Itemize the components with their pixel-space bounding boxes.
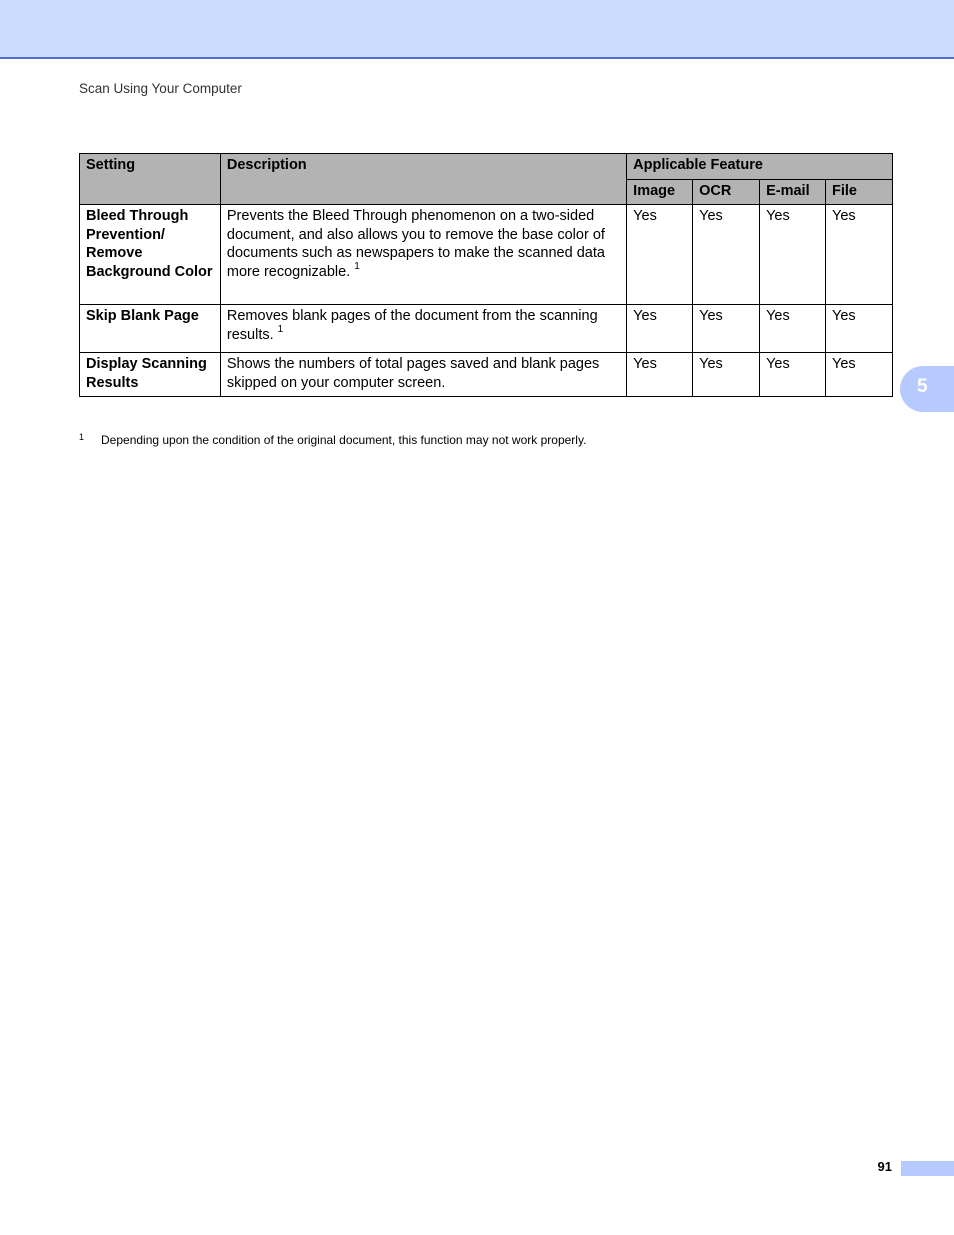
setting-name: Bleed Through Prevention/ Remove Background Color (80, 205, 221, 305)
image-value: Yes (627, 305, 693, 353)
ocr-value: Yes (693, 305, 760, 353)
footnote-text: Depending upon the condition of the original document, this function may not work properly. (101, 433, 587, 447)
column-header-setting: Setting (80, 154, 221, 205)
image-value: Yes (627, 353, 693, 397)
file-value: Yes (826, 353, 893, 397)
setting-description (220, 205, 626, 305)
email-value: Yes (760, 205, 826, 305)
header-band (0, 0, 954, 59)
page-number-bar (901, 1161, 954, 1176)
footnote (79, 432, 586, 447)
table-header-row (80, 154, 893, 180)
column-header-description: Description (220, 154, 626, 205)
file-value: Yes (826, 205, 893, 305)
email-value: Yes (760, 305, 826, 353)
ocr-value: Yes (693, 205, 760, 305)
email-value: Yes (760, 353, 826, 397)
footnote-reference: 1 (277, 323, 284, 335)
setting-description (220, 305, 626, 353)
table-row (80, 305, 893, 353)
file-value: Yes (826, 305, 893, 353)
column-header-image: Image (627, 179, 693, 205)
footnote-reference: 1 (354, 260, 360, 272)
chapter-number: 5 (917, 376, 928, 397)
description-text: Removes blank pages of the document from the scanning results. (226, 308, 598, 343)
footnote-marker: 1 (79, 432, 85, 442)
settings-table (79, 153, 893, 397)
page-number: 91 (877, 1159, 892, 1174)
column-header-applicable-feature: Applicable Feature (627, 154, 893, 180)
running-header: Scan Using Your Computer (79, 81, 242, 96)
setting-description: Shows the numbers of total pages saved and blank pages skipped on your computer screen. (220, 353, 626, 397)
column-header-ocr: OCR (693, 179, 760, 205)
description-text: Prevents the Bleed Through phenomenon on a two-sided document, and also allows you to remove the base color of documents such as newspapers to make the scanned data more recognizable. (226, 208, 605, 280)
image-value: Yes (627, 205, 693, 305)
ocr-value: Yes (693, 353, 760, 397)
chapter-tab (900, 366, 954, 412)
table-row (80, 353, 893, 397)
setting-name: Display Scanning Results (80, 353, 221, 397)
table-row (80, 205, 893, 305)
column-header-email: E-mail (760, 179, 826, 205)
setting-name: Skip Blank Page (80, 305, 221, 353)
column-header-file: File (826, 179, 893, 205)
